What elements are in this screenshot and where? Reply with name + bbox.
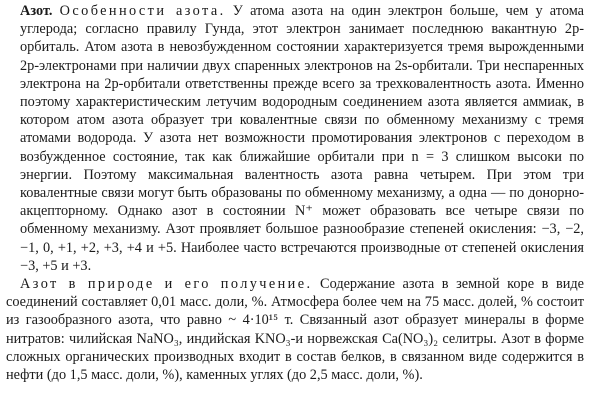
- section-title-nitrogen: Азот.: [20, 3, 53, 19]
- paragraph-text-nature: Содержание азота в земной коре в виде соединений составляет 0,01 масс. доли, %. Атмосфера более чем на 75 масс. долей, % состоит из газообразного азота, что равно ~ 4·10¹⁵ т. Связанный азот образует минералы в форме нитратов: чилийская NaNO₃, индийская KNO₃-и норвежская Ca(NO₃)₂ селитры. Азот в форме сложных органических производных входит в состав белков, в связанном виде содержится в нефти (до 1,5 масс. доли, %), каменных углях (до 2,5 масс. доли, %).: [6, 276, 584, 384]
- subsection-title-nature: Азот в природе и его получение.: [20, 276, 313, 293]
- document-page: [6, 2, 584, 384]
- paragraph-nitrogen-features: [6, 2, 584, 275]
- paragraph-nitrogen-in-nature: [6, 275, 584, 384]
- subsection-title-features: Особенности азота.: [59, 3, 226, 19]
- paragraph-text-features: У атома азота на один электрон больше, чем у атома углерода; согласно правилу Гунда, этот электрон занимает последнюю вакантную 2p-орбиталь. Атом азота в невозбужденном состоянии характеризуется тремя вырожденными 2p-электронами при наличии двух спаренных электронов на 2s-орбитали. Три неспаренных электрона на 2p-орбитали ответственны прежде всего за трехковалентность азота. Именно поэтому характеристическим летучим водородным соединением азота является аммиак, в котором атом азота образует три ковалентные связи по обменному механизму с тремя атомами водорода. У азота нет возможности промотирования электронов с переходом в возбужденное состояние, так как ближайшие орбитали при n = 3 слишком высоки по энергии. Поэтому максимальная валентность азота равна четырем. При этом три ковалентные связи могут быть образованы по обменному механизму, а одна — по донорно-акцепторному. Однако азот в состоянии N⁺ может образовать все четыре связи по обменному механизму. Азот проявляет большое разнообразие степеней окисления: −3, −2, −1, 0, +1, +2, +3, +4 и +5. Наиболее часто встречаются производные от степеней окисления −3, +5 и +3.: [20, 3, 584, 274]
